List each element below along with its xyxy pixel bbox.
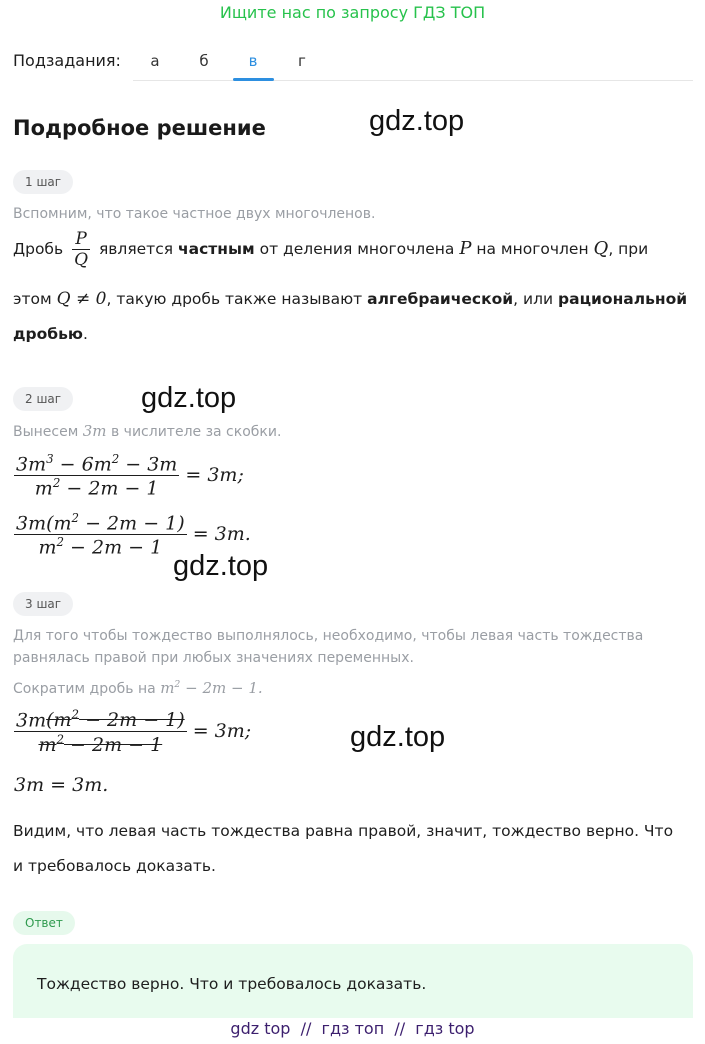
step-badge: 3 шаг [13,592,73,616]
step-badge: 1 шаг [13,170,73,194]
tab-v[interactable]: в [248,52,258,70]
var-p: P [459,238,472,259]
text: Вынесем [13,424,79,440]
tab-g[interactable]: г [298,52,306,70]
rhs: = 3m. [192,522,251,545]
active-tab-indicator [233,78,274,81]
watermark: gdz.top [173,550,269,582]
tab-a[interactable]: а [150,52,160,70]
tab-b[interactable]: б [199,52,209,70]
var-q: Q [593,238,609,259]
tabs-divider [133,80,693,81]
text: этом [13,290,52,308]
text: , при [608,240,649,258]
text: в числителе за скобки. [110,424,282,440]
frac-den: Q [74,250,89,270]
fraction: $\frac{3m^3 - 6m^2 - 3m}{m^2 - 2m - 1}$ [16,452,178,500]
fraction: $\frac{3m(m^2 - 2m - 1)}{m^2 - 2m - 1}$ [16,511,185,559]
text: , или [513,290,554,308]
text: , такую дробь также называют [106,290,363,308]
step-hint [13,422,281,440]
answer-text: Тождество верно. Что и требовалось доказать. [37,975,427,993]
conclusion-line: Видим, что левая часть тождества равна правой, значит, тождество верно. Что [13,822,674,840]
fraction-p-q [72,229,90,270]
equation-3 [14,708,251,756]
conclusion-line: и требовалось доказать. [13,857,216,875]
watermark: gdz.top [141,382,237,414]
step1-line2 [13,289,687,309]
watermark: gdz.top [369,105,465,137]
footer-links[interactable] [0,1019,705,1038]
step1-line1 [13,229,648,270]
text: является [98,240,174,258]
solution-heading: Подробное решение [13,116,266,140]
text: от деления многочлена [259,240,455,258]
watermark: gdz.top [350,721,446,753]
step-hint: Вспомним, что такое частное двух многочленов. [13,206,376,222]
step-hint: равнялась правой при любых значениях переменных. [13,650,414,666]
bold-term: частным [178,240,255,258]
rhs: = 3m; [185,463,244,486]
bold-term: рациональной [558,290,688,308]
bold-term: алгебраической [367,290,514,308]
footer-text[interactable]: gdz top // гдз топ // гдз top [230,1019,475,1038]
equation-1 [14,452,244,500]
text: Дробь [13,240,64,258]
answer-badge: Ответ [13,911,75,935]
step-hint: Сократим дробь на $m^2 - 2m - 1$. [13,679,263,697]
step-hint: Для того чтобы тождество выполнялось, необходимо, чтобы левая часть тождества [13,628,644,644]
bold-term: дробью [13,325,83,343]
rhs: = 3m; [192,719,252,742]
fraction: $\frac{3m(m^2 - 2m - 1)}{m^2 - 2m - 1}$ [16,708,185,756]
equation-4: 3m = 3m. [14,774,109,796]
text: . [82,325,88,343]
step-badge: 2 шаг [13,387,73,411]
text: на многочлен [476,240,589,258]
subtasks-label: Подзадания: [13,51,121,70]
text: Сократим дробь на [13,681,156,697]
condition: Q ≠ 0 [56,289,107,309]
search-banner: Ищите нас по запросу ГДЗ ТОП [219,3,486,22]
step1-line3 [13,325,88,343]
var-3m: 3m [82,422,107,440]
frac-num: P [75,229,87,249]
